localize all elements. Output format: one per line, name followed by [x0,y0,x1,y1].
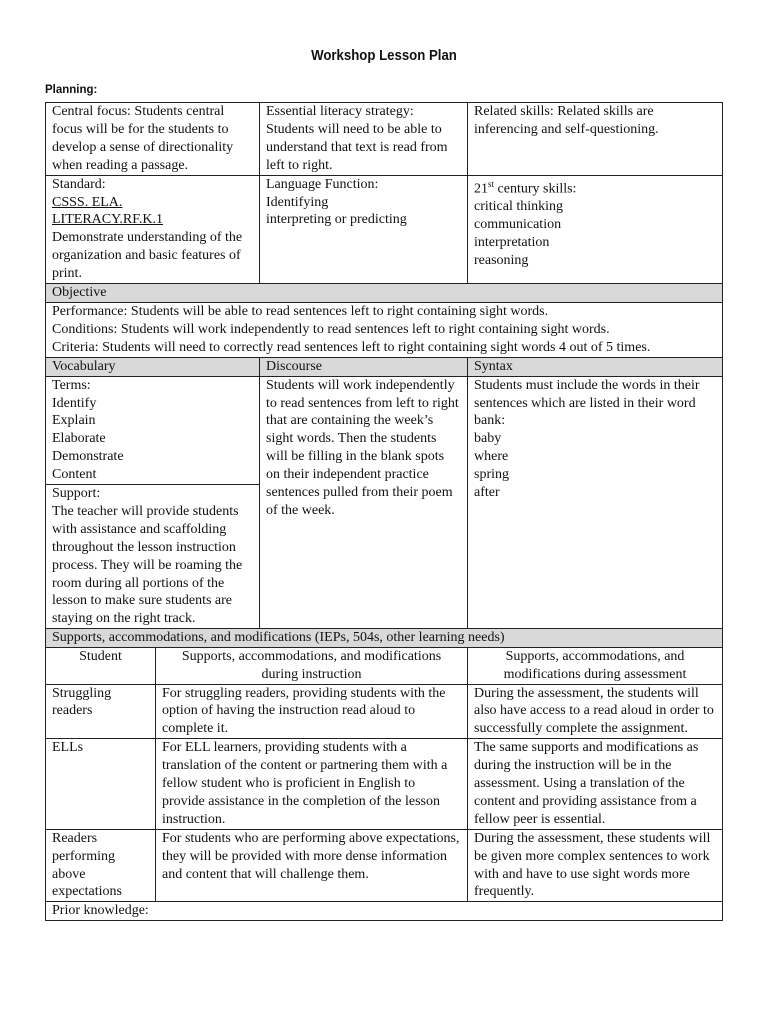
student-column-header: Student [46,647,156,684]
objective-row [46,302,723,357]
century-skills-label [474,176,716,199]
standard-row [46,175,723,283]
language-function-item: Identifying [266,194,329,210]
assessment-support: During the assessment, these students will be given more complex sentences to work with and have to use sight words more frequently. [468,829,723,902]
terms-label: Terms: [52,377,91,393]
instruction-support: For struggling readers, providing students with the option of having the instruction read aloud to complete it. [156,684,468,739]
standard-label: Standard: [52,176,106,192]
essential-strategy-cell [260,103,468,176]
standard-code-line-2: LITERACY.RF.K.1 [52,212,164,228]
language-function-label: Language Function: [266,176,379,192]
instruction-column-header: Supports, accommodations, and modifications during instruction [156,647,468,684]
word-bank-item: after [474,485,500,501]
language-function-item: interpreting or predicting [266,212,407,228]
language-headers-row [46,357,723,376]
century-label-rest: century skills: [494,181,577,197]
objective-conditions: Conditions: Students will work independently to read sentences left to right containing sight words. [52,321,610,337]
objective-header-row [46,284,723,303]
century-suffix: st [488,178,495,189]
discourse-header: Discourse [260,357,468,376]
assessment-support: The same supports and modifications as during the instruction will be in the assessment. Using a translation of the content and providing assistance from a fellow peer is essential. [468,739,723,830]
support-block [46,484,259,628]
century-skill-item: reasoning [474,252,529,268]
related-skills-cell [468,103,723,176]
discourse-text: Students will work independently to read sentences from left to right that are containing the week’s sight words. Then the students will be filling in the blank spots on their independent practice sentences pulled from their poem of the week. [266,377,459,518]
vocabulary-header: Vocabulary [46,357,260,376]
supports-header: Supports, accommodations, and modifications (IEPs, 504s, other learning needs) [46,629,723,648]
planning-label: Planning: [45,84,98,96]
supports-columns-row [46,647,723,684]
support-row [46,739,723,830]
related-skills-text: Related skills: Related skills are inferencing and self-questioning. [474,104,659,137]
term-item: Demonstrate [52,449,124,465]
central-focus-text: Central focus: Students central focus will be for the students to develop a sense of directionality when reading a passage. [52,104,234,173]
standard-code-line-1: CSSS. ELA. [52,194,123,210]
term-item: Identify [52,395,97,411]
syntax-cell [468,376,723,629]
prior-knowledge-row [46,902,723,921]
century-skill-item: interpretation [474,235,550,250]
objective-performance: Performance: Students will be able to read sentences left to right containing sight words. [52,303,549,319]
syntax-text: Students must include the words in their sentences which are listed in their word bank: [474,377,700,429]
objective-criteria: Criteria: Students will need to correctly read sentences left to right containing sight words 4 out of 5 times. [52,339,651,355]
century-number: 21 [474,181,488,197]
term-item: Content [52,467,97,483]
central-focus-cell [46,103,260,176]
support-label: Support: [52,486,101,502]
focus-row [46,103,723,176]
document-title: Workshop Lesson Plan [311,47,457,64]
century-skill-item: critical thinking [474,199,564,215]
student-type: Readers performing above expectations [46,829,156,902]
word-bank-item: baby [474,431,502,447]
discourse-cell [260,376,468,629]
term-item: Elaborate [52,431,106,447]
planning-table [45,102,723,648]
support-row [46,829,723,902]
objective-header: Objective [46,284,723,303]
student-type: ELLs [46,739,156,830]
prior-knowledge-cell: Prior knowledge: [46,902,723,921]
assessment-column-header: Supports, accommodations, and modifications during assessment [468,647,723,684]
supports-table [45,647,723,922]
century-skill-item: communication [474,217,562,233]
essential-strategy-text: Essential literacy strategy: Students will need to be able to understand that text is read from left to right. [266,104,448,173]
syntax-header: Syntax [468,357,723,376]
vocabulary-cell [46,376,260,629]
century-skills-cell [468,175,723,283]
standard-cell [46,175,260,283]
language-function-cell [260,175,468,283]
assessment-support: During the assessment, the students will also have access to a read aloud in order to successfully complete the assignment. [468,684,723,739]
student-type: Struggling readers [46,684,156,739]
word-bank-item: spring [474,467,509,483]
word-bank-item: where [474,449,509,465]
instruction-support: For students who are performing above expectations, they will be provided with more dense information and content that will challenge them. [156,829,468,902]
support-text: The teacher will provide students with assistance and scaffolding throughout the lesson instruction process. They will be roaming the room during all portions of the lesson to make sure students are staying on the right track. [52,503,243,627]
supports-header-row [46,629,723,648]
standard-text: Demonstrate understanding of the organization and basic features of print. [52,230,243,282]
language-content-row [46,376,723,629]
support-row [46,684,723,739]
instruction-support: For ELL learners, providing students with a translation of the content or partnering them with a fellow student who is proficient in English to provide assistance in the completion of the lesson instruction. [156,739,468,830]
objective-cell [46,302,723,357]
lesson-plan-sheet [45,102,722,921]
term-item: Explain [52,413,96,429]
